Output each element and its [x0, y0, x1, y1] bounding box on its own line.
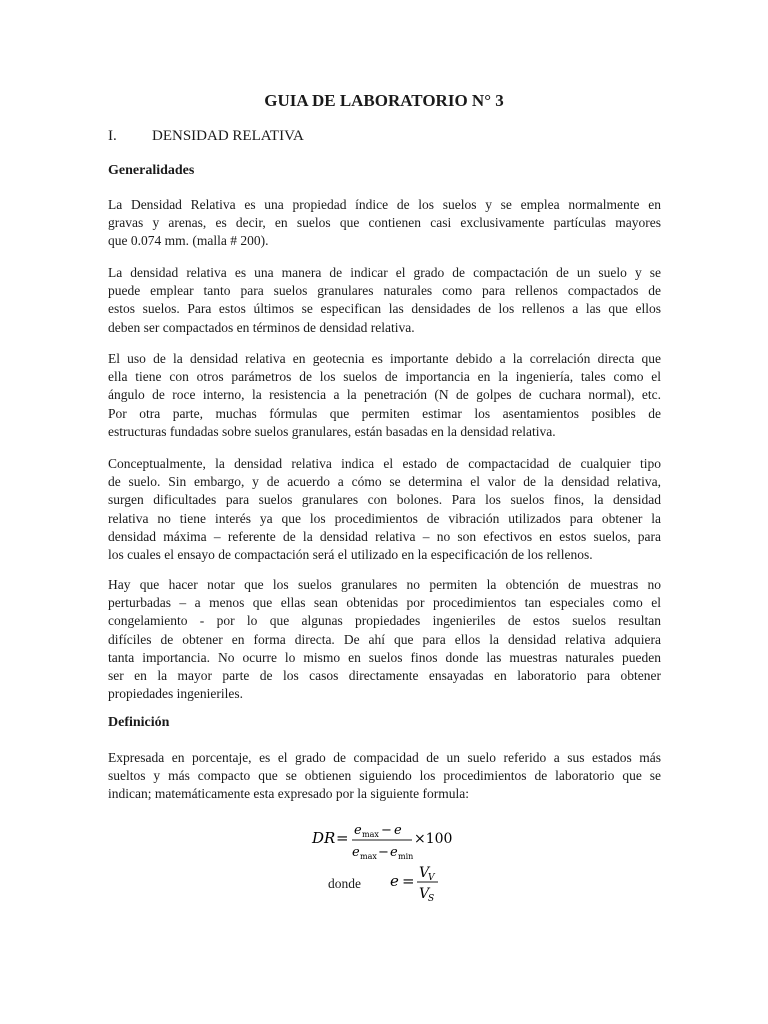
section-heading: [108, 126, 304, 146]
paragraph-line: deben ser compactados en términos de densidad relativa.: [108, 319, 415, 335]
paragraph-line: sueltos y más compacto que se obtienen siguiendo los procedimientos de laboratorio que se: [108, 768, 661, 784]
formula-denominator-sub2: min: [398, 852, 414, 861]
formula-denominator-e2: e: [390, 845, 398, 860]
document-title: GUIA DE LABORATORIO N° 3: [264, 91, 504, 110]
void-ratio-denominator-sub: S: [428, 894, 435, 904]
paragraph-line: ella tiene con otros parámetros de los suelos de importancia en la ingeniería, tales como el: [108, 369, 661, 385]
paragraph-line: tanta importancia. No ocurre lo mismo en suelos finos donde las muestras naturales pueden: [108, 649, 661, 665]
relative-density-formula: [300, 816, 480, 866]
paragraph-line: Expresada en porcentaje, es el grado de compacidad de un suelo referido a sus estados más: [108, 750, 661, 765]
paragraph-line: propiedades ingenieriles.: [108, 686, 243, 702]
paragraph-line: densidad máxima – referente de la densidad relativa – no son efectivos en estos suelos, para: [108, 528, 661, 544]
paragraph-line: difíciles de obtener en forma directa. De ahí que para ellos la densidad relativa adquiera: [108, 631, 661, 647]
void-ratio-formula: [386, 860, 456, 906]
paragraph-line: La Densidad Relativa es una propiedad índice de los suelos y se emplea normalmente en: [108, 197, 661, 212]
formula-denominator-minus: −: [378, 845, 389, 860]
paragraph-4: [108, 455, 661, 564]
paragraph-2: [108, 264, 661, 337]
paragraph-1: [108, 196, 661, 251]
paragraph-line: los cuales el ensayo de compactación será el utilizado en la especificación de los rellenos.: [108, 547, 593, 563]
void-ratio-numerator: V: [419, 865, 430, 881]
donde-label: donde: [328, 876, 361, 891]
paragraph-line: relativa no tiene interés ya que los procedimientos de vibración utilizados para obtener la: [108, 510, 661, 526]
paragraph-line: estos suelos. Para estos últimos se especifican las densidades de los rellenos a las que ellos: [108, 301, 661, 317]
formula-lhs: DR: [312, 829, 336, 847]
paragraph-line: que 0.074 mm. (malla # 200).: [108, 233, 269, 249]
void-ratio-numerator-sub: V: [428, 873, 435, 883]
paragraph-line: gravas y arenas, es decir, en suelos que contienen casi exclusivamente partículas mayores: [108, 215, 661, 231]
paragraph-line: puede emplear tanto para suelos granulares naturales como para rellenos compactados de: [108, 283, 661, 299]
paragraph-line: indican; matemáticamente esta expresado por la siguiente formula:: [108, 786, 469, 802]
definicion-heading: Definición: [108, 715, 170, 730]
paragraph-line: ángulo de roce interno, la resistencia a la penetración (N de golpes de cuchara normal), etc.: [108, 387, 661, 403]
paragraph-line: surgen dificultades para suelos granulares con bolones. Para los suelos finos, la densidad: [108, 492, 661, 508]
paragraph-line: perturbadas – a menos que ellas sean obtenidas por procedimientos tan especiales como el: [108, 595, 661, 611]
paragraph-5: [108, 576, 661, 703]
formula-denominator-e: e: [352, 845, 360, 860]
generalidades-heading: Generalidades: [108, 163, 195, 178]
paragraph-line: Conceptualmente, la densidad relativa indica el estado de compactacidad de cualquier tipo: [108, 456, 661, 471]
formula-times-100: ×100: [414, 831, 453, 847]
paragraph-line: estructuras fundadas sobre suelos granulares, están basadas en la densidad relativa.: [108, 423, 556, 439]
paragraph-line: Hay que hacer notar que los suelos granulares no permiten la obtención de muestras no: [108, 577, 661, 592]
formula-numerator-minus: −: [381, 823, 392, 838]
void-ratio-denominator: V: [419, 886, 430, 902]
paragraph-line: de suelo. Sin embargo, y de acuerdo a cómo se determina el valor de la densidad relativa,: [108, 474, 661, 490]
section-title: DENSIDAD RELATIVA: [152, 128, 304, 144]
paragraph-line: Por otra parte, muchas fórmulas que permiten estimar los asentamientos posibles de: [108, 405, 661, 421]
definicion-paragraph: [108, 749, 661, 804]
section-number: I.: [108, 128, 117, 144]
formula-numerator-e: e: [354, 823, 362, 838]
formula-equals: =: [336, 829, 349, 847]
formula-numerator-e2: e: [394, 823, 402, 838]
paragraph-3: [108, 350, 661, 441]
formula-denominator-sub: max: [360, 852, 377, 861]
paragraph-line: congelamiento - por lo que algunas propiedades ingenieriles de estos suelos resultan: [108, 613, 661, 629]
void-ratio-lhs: e: [390, 872, 399, 890]
formula-numerator-sub: max: [362, 830, 379, 839]
void-ratio-equals: =: [402, 872, 415, 890]
paragraph-line: El uso de la densidad relativa en geotecnia es importante debido a la correlación directa que: [108, 351, 661, 366]
paragraph-line: La densidad relativa es una manera de indicar el grado de compactación de un suelo y se: [108, 265, 661, 280]
paragraph-line: ser en la mayor parte de los casos directamente ensayadas en laboratorio para obtener: [108, 668, 661, 684]
